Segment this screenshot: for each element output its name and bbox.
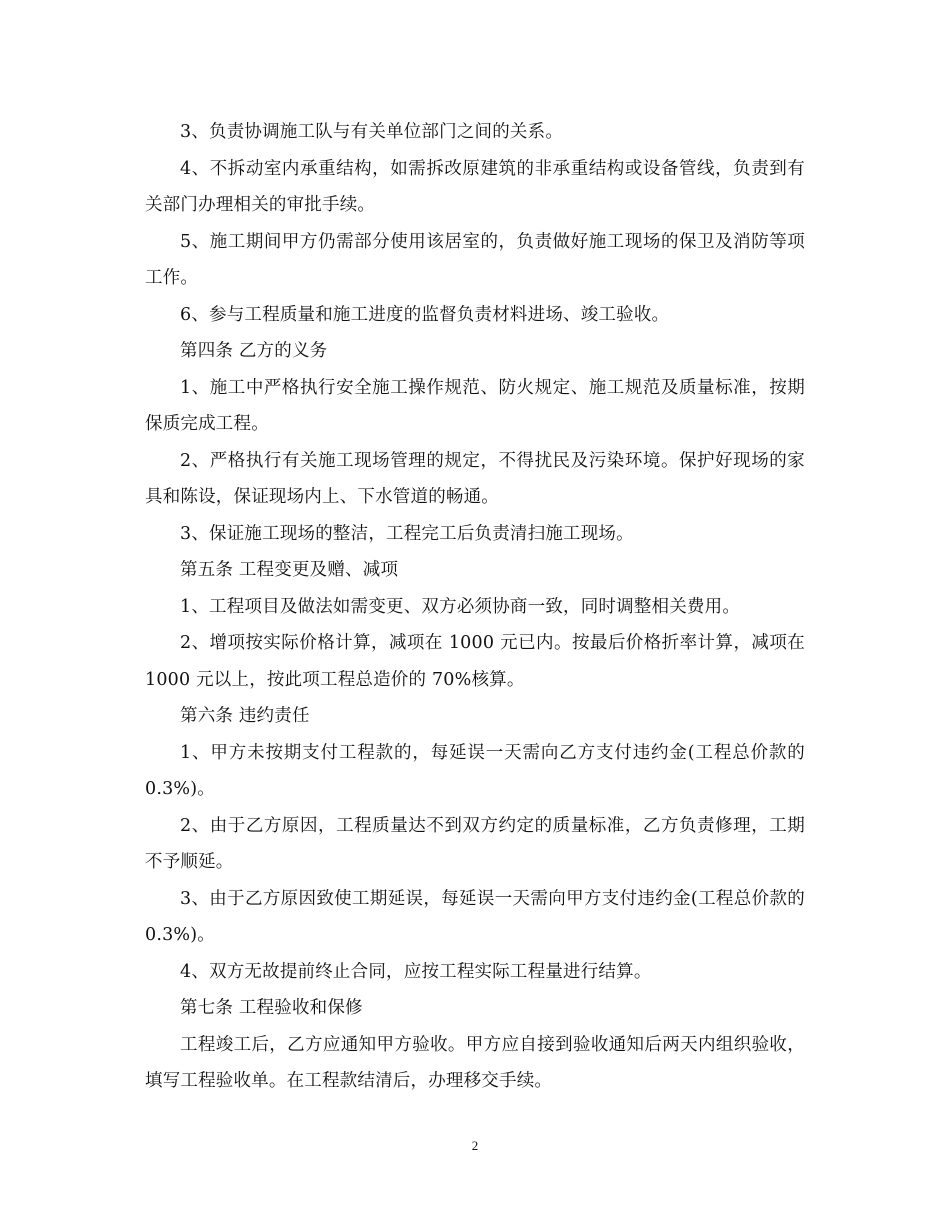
paragraph-item-2: 2、严格执行有关施工现场管理的规定，不得扰民及污染环境。保护好现场的家具和陈设，保证现场内上、下水管道的畅通。: [145, 450, 805, 507]
paragraph-item-1: 1、施工中严格执行安全施工操作规范、防火规定、施工规范及质量标准，按期保质完成工程。: [145, 377, 805, 434]
page-number: 2: [471, 1138, 479, 1153]
paragraph-item-1c: 1、甲方未按期支付工程款的，每延误一天需向乙方支付违约金(工程总价款的 0.3%)。: [145, 742, 805, 799]
paragraph-acceptance: 工程竣工后，乙方应通知甲方验收。甲方应自接到验收通知后两天内组织验收，填写工程验收单。在工程款结清后，办理移交手续。: [145, 1034, 805, 1091]
paragraph-item-4: 4、不拆动室内承重结构，如需拆改原建筑的非承重结构或设备管线，负责到有关部门办理相关的审批手续。: [145, 158, 805, 215]
paragraph-item-6: 6、参与工程质量和施工进度的监督负责材料进场、竣工验收。: [180, 304, 670, 325]
paragraph-item-3: 3、负责协调施工队与有关单位部门之间的关系。: [180, 122, 564, 142]
paragraph-item-5: 5、施工期间甲方仍需部分使用该居室的，负责做好施工现场的保卫及消防等项工作。: [145, 231, 805, 288]
paragraph-item-3b: 3、保证施工现场的整洁，工程完工后负责清扫施工现场。: [180, 523, 634, 544]
section-heading-article-7: 第七条 工程验收和保修: [180, 998, 363, 1018]
paragraph-item-2b: 2、增项按实际价格计算，减项在 1000 元已内。按最后价格折率计算，减项在 1000 元以上，按此项工程总造价的 70%核算。: [145, 633, 805, 690]
section-heading-article-4: 第四条 乙方的义务: [180, 341, 328, 361]
section-heading-article-5: 第五条 工程变更及赠、减项: [180, 560, 399, 580]
paragraph-item-1b: 1、工程项目及做法如需变更、双方必须协商一致，同时调整相关费用。: [180, 596, 741, 617]
document-body: [145, 114, 805, 1100]
paragraph-item-4c: 4、双方无故提前终止合同，应按工程实际工程量进行结算。: [180, 961, 652, 982]
section-heading-article-6: 第六条 违约责任: [180, 706, 310, 726]
paragraph-item-3c: 3、由于乙方原因致使工期延误，每延误一天需向甲方支付违约金(工程总价款的 0.3%)。: [145, 888, 805, 945]
paragraph-item-2c: 2、由于乙方原因，工程质量达不到双方约定的质量标准，乙方负责修理，工期不予顺延。: [145, 815, 805, 872]
